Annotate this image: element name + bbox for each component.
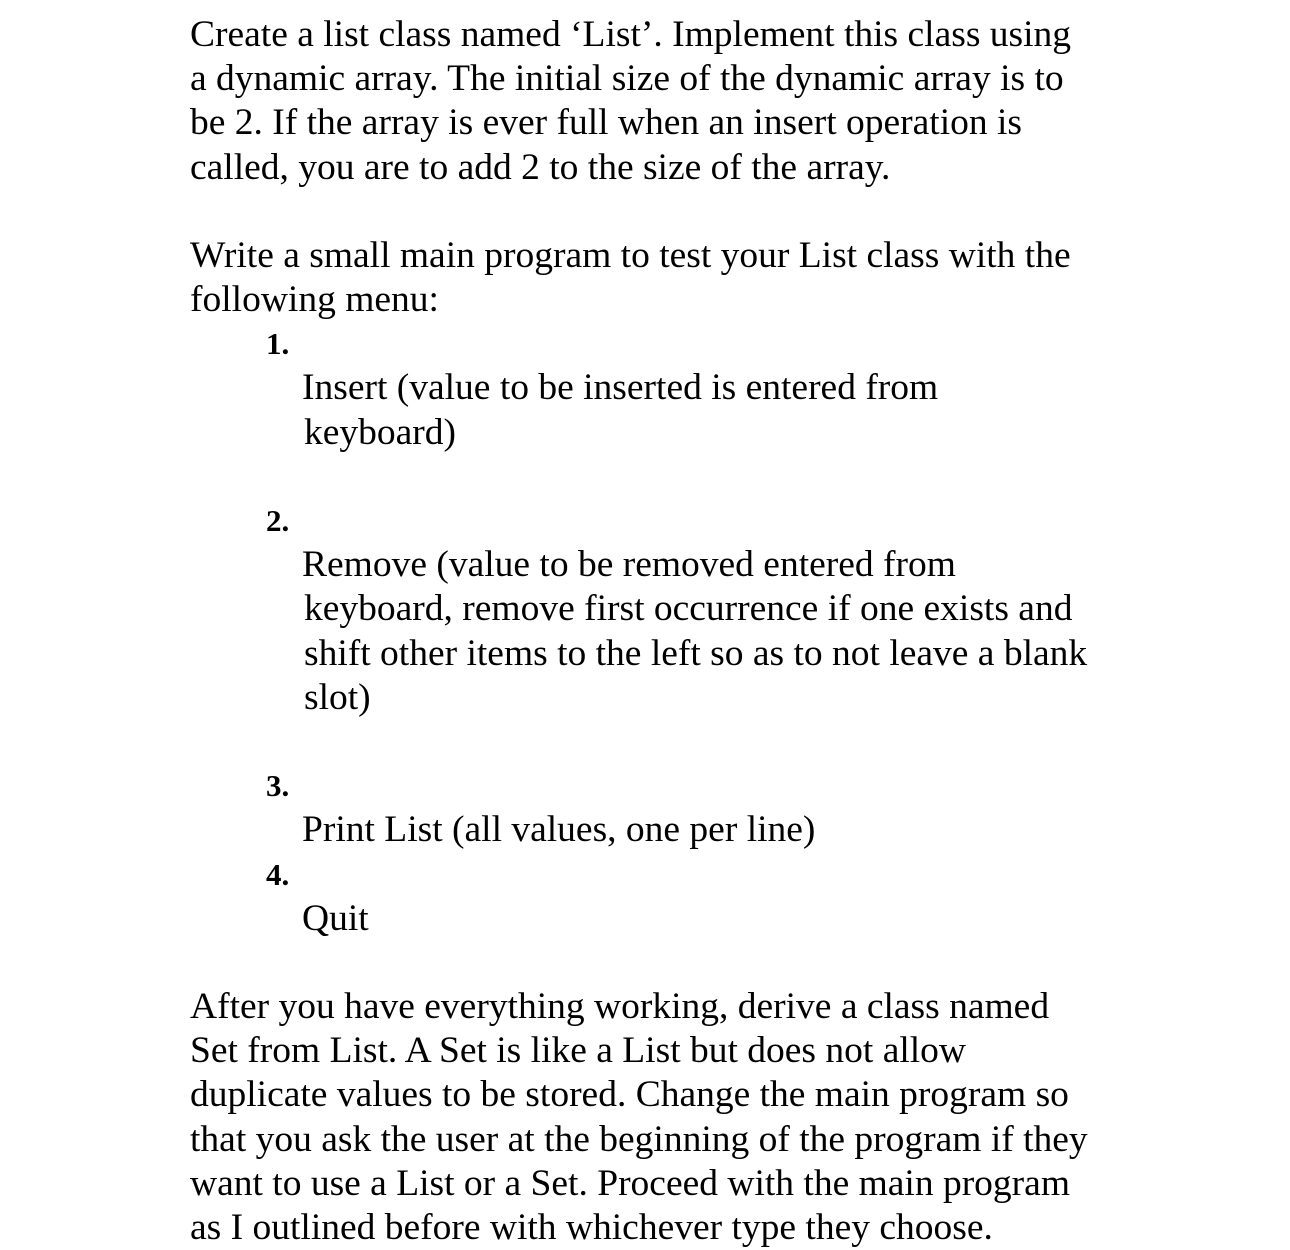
paragraph-spacer <box>190 941 1120 985</box>
assignment-document <box>190 13 1120 1250</box>
menu-item-number: 3. <box>266 768 290 804</box>
menu-item-continuation: keyboard) <box>304 411 457 453</box>
intro-paragraph: Create a list class named ‘List’. Implement this class using a dynamic array. The initial size of the dynamic array is to be 2. If the array is ever full when an insert operation is called, you are to add 2 to the size of the array. <box>190 14 1072 188</box>
menu-item-print-list <box>266 764 1120 852</box>
menu-list <box>190 322 1120 941</box>
menu-item-quit <box>266 853 1120 941</box>
menu-item-text <box>302 853 1120 941</box>
menu-item-text <box>302 499 1120 764</box>
menu-item-remove <box>266 499 1120 764</box>
menu-item-first-line: Print List (all values, one per line) <box>302 809 816 851</box>
menu-item-insert <box>266 322 1120 499</box>
menu-item-number: 4. <box>266 856 290 892</box>
menu-item-number: 1. <box>266 326 290 362</box>
menu-item-text <box>302 322 1120 499</box>
paragraph-spacer <box>190 190 1120 234</box>
main-program-paragraph: Write a small main program to test your List class with the following menu: <box>190 234 1071 321</box>
set-section-paragraph: After you have everything working, derive a class named Set from List. A Set is like a List but does not allow duplicate values to be stored. Change the main program so that you ask the user at the beginning of the program if they want to use a List or a Set. Proceed with the main program as I outlined before with whichever type they choose. <box>190 986 1088 1249</box>
menu-item-number: 2. <box>266 503 290 539</box>
menu-item-first-line: Quit <box>302 897 369 939</box>
menu-item-continuation: keyboard, remove first occurrence if one exists and shift other items to the left so as to not leave a blank slot) <box>304 588 1088 718</box>
menu-item-first-line: Insert (value to be inserted is entered from <box>302 367 939 409</box>
menu-item-text <box>302 764 1120 852</box>
menu-item-first-line: Remove (value to be removed entered from <box>302 544 956 586</box>
